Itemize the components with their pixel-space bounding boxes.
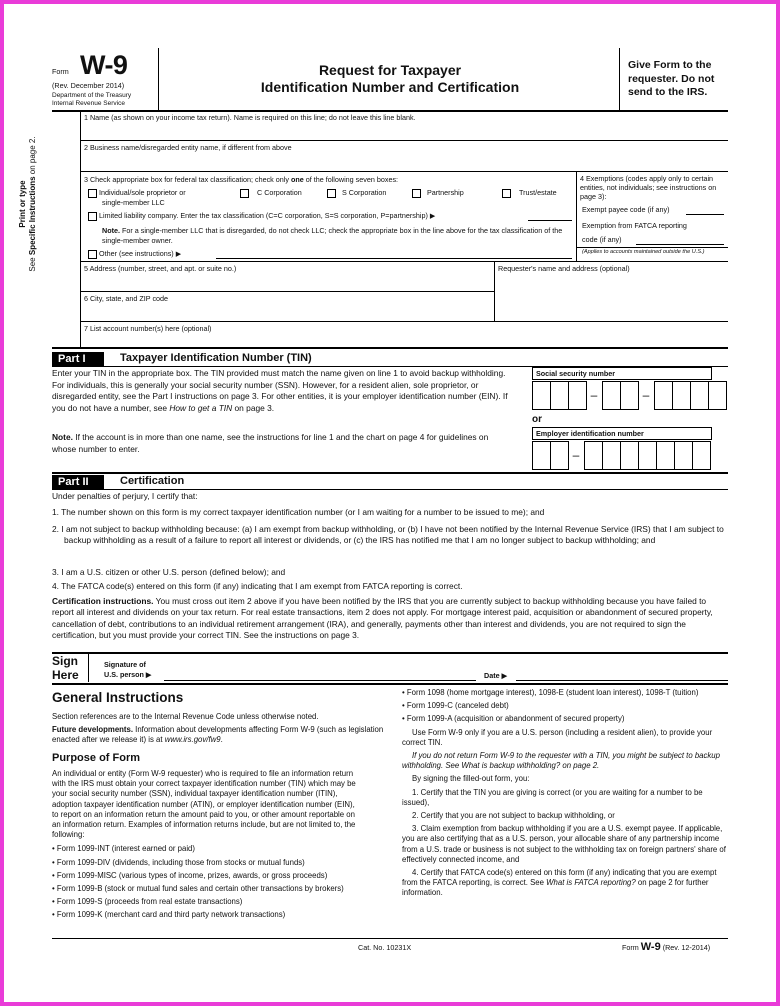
fatca-label-1: Exemption from FATCA reporting [582, 221, 687, 230]
future-developments: Future developments. Information about developments affecting Form W-9 (such as legislation enacted after we release it) is at www.irs.gov/fw9. [52, 725, 384, 745]
irs-label: Internal Revenue Service [52, 100, 125, 107]
part1-label: Part I [52, 352, 104, 366]
bullet-1099-b: • Form 1099-B (stock or mutual fund sales and certain other transactions by brokers) [52, 884, 344, 894]
checkbox-trust[interactable]: Trust/estate [502, 188, 557, 198]
bullet-1099-a: • Form 1099-A (acquisition or abandonment of secured property) [402, 714, 625, 724]
certify-1: 1. Certify that the TIN you are giving is correct (or you are waiting for a number to be issued), [402, 787, 703, 807]
purpose-column [52, 769, 360, 924]
llc-note: Note. For a single-member LLC that is disregarded, do not check LLC; check the appropriate box in the line above for the tax classification of the single-member owner. [102, 226, 563, 245]
bullet-1099-div: • Form 1099-DIV (dividends, including those from stocks or mutual funds) [52, 857, 305, 867]
ssn-input[interactable]: – – [532, 381, 726, 410]
checkbox-individual[interactable]: Individual/sole proprietor or [88, 188, 186, 198]
form-number: W-9 [80, 50, 128, 80]
part1-text: Enter your TIN in the appropriate box. The TIN provided must match the name given on line 1 to avoid backup withholding. For individuals, this is generally your social security number (SSN). However, for a resident alien, sole proprietor, or disregarded entity, see the Part I instructions on page 3. For other entities, it is your employer identification number (EIN). If you do not have a number, see How to get a TIN on page 3. [52, 368, 508, 413]
side-text: Print or type See Specific Instructions on page 2. [18, 104, 38, 304]
bullet-1099-misc: • Form 1099-MISC (various types of income, prizes, awards, or gross proceeds) [52, 870, 328, 880]
form-label: Form [52, 67, 69, 76]
ein-input[interactable]: – [532, 441, 710, 470]
footer-form: Form W-9 (Rev. 12-2014) [622, 941, 711, 953]
certify-3: 3. Claim exemption from backup withholding if you are a U.S. exempt payee. If applicable, you are also certifying that as a U.S. person, your allocable share of any partnership income from a U.S. trade or business is not subject to the withholding tax on foreign partners' share of effectively connected income, and [402, 824, 726, 864]
cert-item-3: 3. I am a U.S. citizen or other U.S. person (defined below); and [52, 567, 286, 577]
line5-label: 5 Address (number, street, and apt. or suite no.) [84, 264, 237, 273]
part1-note: Note. If the account is in more than one name, see the instructions for line 1 and the chart on page 4 for guidelines on whose number to enter. [52, 432, 489, 454]
checkbox-other[interactable]: Other (see instructions) ▶ [88, 249, 181, 259]
signature-field[interactable] [158, 666, 476, 680]
title-line2: Identification Number and Certification [260, 79, 520, 95]
exempt-payee-label: Exempt payee code (if any) [582, 205, 670, 214]
use-text: Use Form W-9 only if you are a U.S. person (including a resident alien), to provide your correct TIN. [402, 727, 713, 747]
bullet-1099-s: • Form 1099-S (proceeds from real estate transactions) [52, 897, 243, 907]
line7-label: 7 List account number(s) here (optional) [84, 324, 212, 333]
checkbox-llc[interactable]: Limited liability company. Enter the tax classification (C=C corporation, S=S corporation, P=partnership) ▶ [88, 211, 435, 221]
certify-4: 4. Certify that FATCA code(s) entered on this form (if any) indicating that you are exempt from the FATCA reporting, is correct. See What is FATCA reporting? on page 2 for further information. [402, 868, 717, 898]
department: Department of the Treasury [52, 92, 132, 99]
checkbox-c-corp[interactable]: C Corporation [240, 188, 302, 198]
fatca-applies: (Applies to accounts maintained outside the U.S.) [582, 249, 705, 255]
date-label: Date ▶ [484, 671, 508, 680]
ein-label: Employer identification number [532, 427, 712, 440]
cert-item-4: 4. The FATCA code(s) entered on this form (if any) indicating that I am exempt from FATCA reporting is correct. [52, 581, 463, 591]
fatca-label-2: code (if any) [582, 235, 622, 244]
bullet-1099-c: • Form 1099-C (canceled debt) [402, 701, 509, 711]
signature-label: Signature of U.S. person ▶ [104, 660, 152, 679]
cert-item-2: 2. I am not subject to backup withholding because: (a) I am exempt from backup withholding, or (b) I have not been notified by the Internal Revenue Service (IRS) that I am subject to backup withholding as a result of a failure to report all interest or dividends, or (c) the IRS has notified me that I am no longer subject to backup withholding; and [52, 524, 724, 546]
part2-title: Certification [120, 475, 185, 487]
left-column [52, 712, 388, 749]
individual-label-2: single-member LLC [102, 198, 165, 207]
bullet-1099-k: • Form 1099-K (merchant card and third party network transactions) [52, 910, 286, 920]
or-label: or [532, 414, 542, 425]
ssn-label: Social security number [532, 367, 712, 380]
w9-form [4, 4, 776, 1002]
line1-label: 1 Name (as shown on your income tax return). Name is required on this line; do not leave this line blank. [84, 113, 416, 122]
line6-label: 6 City, state, and ZIP code [84, 294, 169, 303]
give-form-note: Give Form to the requester. Do not send to the IRS. [628, 59, 715, 98]
requester-label: Requester's name and address (optional) [498, 264, 630, 273]
checkbox-s-corp[interactable]: S Corporation [327, 188, 386, 198]
cat-number: Cat. No. 10231X [358, 943, 412, 952]
bullet-1098: • Form 1098 (home mortgage interest), 1098-E (student loan interest), 1098-T (tuition) [402, 688, 699, 697]
section-refs: Section references are to the Internal Revenue Code unless otherwise noted. [52, 712, 319, 721]
line4-label: 4 Exemptions (codes apply only to certain entities, not individuals; see instructions on page 3): [580, 174, 717, 201]
cert-instructions: Certification instructions. You must cross out item 2 above if you have been notified by the IRS that you are currently subject to backup withholding because you have failed to report all interest and dividends on your tax return. For real estate transactions, item 2 does not apply. For mortgage interest paid, acquisition or abandonment of secured property, cancellation of debt, contributions to an individual retirement arrangement (IRA), and generally, payments other than interest and dividends, you are not required to sign the certification, but you must provide your correct TIN. See the instructions on page 3. [52, 596, 713, 641]
by-signing: By signing the filled-out form, you: [412, 774, 530, 784]
cert-item-1: 1. The number shown on this form is my correct taxpayer identification number (or I am waiting for a number to be issued to me); and [52, 507, 545, 517]
sign-here: Sign Here [52, 654, 79, 682]
part2-label: Part II [52, 475, 104, 489]
right-column [402, 688, 728, 902]
date-field[interactable] [516, 666, 728, 680]
part1-title: Taxpayer Identification Number (TIN) [120, 352, 312, 364]
title-line1: Request for Taxpayer [318, 62, 462, 78]
line3-label: 3 Check appropriate box for federal tax classification; check only one of the following seven boxes: [84, 175, 399, 184]
general-instructions-heading: General Instructions [52, 690, 184, 705]
revision: (Rev. December 2014) [52, 81, 125, 90]
print-or-type: Print or type [18, 180, 27, 228]
checkbox-partnership[interactable]: Partnership [412, 188, 464, 198]
bullet-1099-int: • Form 1099-INT (interest earned or paid) [52, 844, 195, 854]
line2-label: 2 Business name/disregarded entity name, if different from above [84, 143, 292, 152]
cert-intro: Under penalties of perjury, I certify that: [52, 491, 198, 501]
purpose-heading: Purpose of Form [52, 752, 141, 764]
purpose-text: An individual or entity (Form W-9 requester) who is required to file an information return with the IRS must obtain your correct taxpayer identification number (TIN) which may be your social security number (SSN), individual taxpayer identification number (ITIN), adoption taxpayer identification number (ATIN), or employer identification number (EIN), to report on an information return the amount paid to you, or other amount reportable on an information return. Examples of information returns include, but are not limited to, the following: [52, 769, 356, 840]
if-text: If you do not return Form W-9 to the requester with a TIN, you might be subject to backup withholding. See What is backup withholding? on page 2. [402, 751, 720, 771]
certify-2: 2. Certify that you are not subject to backup withholding, or [412, 811, 615, 821]
